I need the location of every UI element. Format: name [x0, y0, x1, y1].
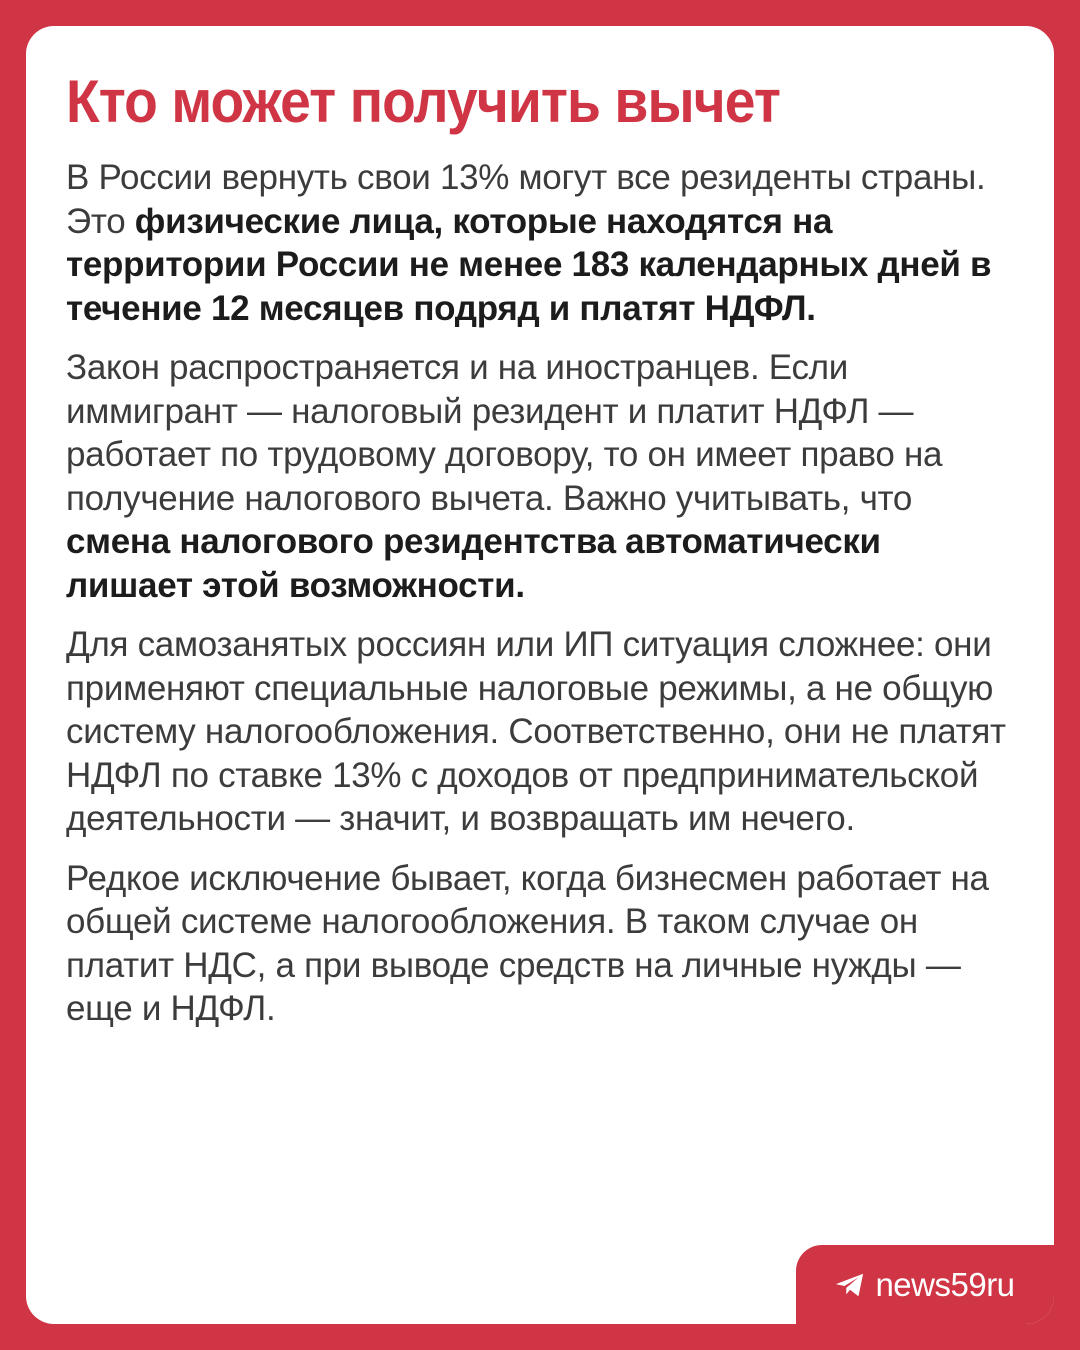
paragraph-exception: Редкое исключение бывает, когда бизнесмен работает на общей системе налогообложения. В таком случае он платит НДС, а при выводе средств на личные нужды — еще и НДФЛ. — [66, 858, 989, 1028]
content-card — [26, 26, 1054, 1324]
paragraph-residents — [66, 156, 1014, 330]
telegram-channel-badge[interactable] — [796, 1245, 1054, 1324]
paragraph-residents-emphasis: физические лица, которые находятся на территории России не менее 183 календарных дней в течение 12 месяцев подряд и платят НДФЛ. — [66, 201, 992, 328]
paragraph-foreigners-text: Закон распространяется и на иностранцев. Если иммигрант — налоговый резидент и платит НДФЛ — работает по трудовому договору, то он имеет право на получение налогового вычета. Важно учитывать, что — [66, 348, 943, 518]
channel-name: news59ru — [875, 1265, 1015, 1303]
page-title: Кто может получить вычет — [66, 68, 780, 135]
paragraph-residents-text: В России вернуть свои 13% могут все резиденты страны. Это — [66, 158, 986, 241]
paragraph-foreigners — [66, 346, 1014, 607]
paragraph-self-employed: Для самозанятых россиян или ИП ситуация сложнее: они применяют специальные налоговые режимы, а не общую систему налогообложения. Соответственно, они не платят НДФЛ по ставке 13% с доходов от предпринимательской деятельности — значит, и возвращать им нечего. — [66, 625, 1006, 838]
paragraph-foreigners-emphasis: смена налогового резидентства автоматически лишает этой возможности. — [66, 522, 881, 605]
telegram-icon — [835, 1271, 865, 1299]
